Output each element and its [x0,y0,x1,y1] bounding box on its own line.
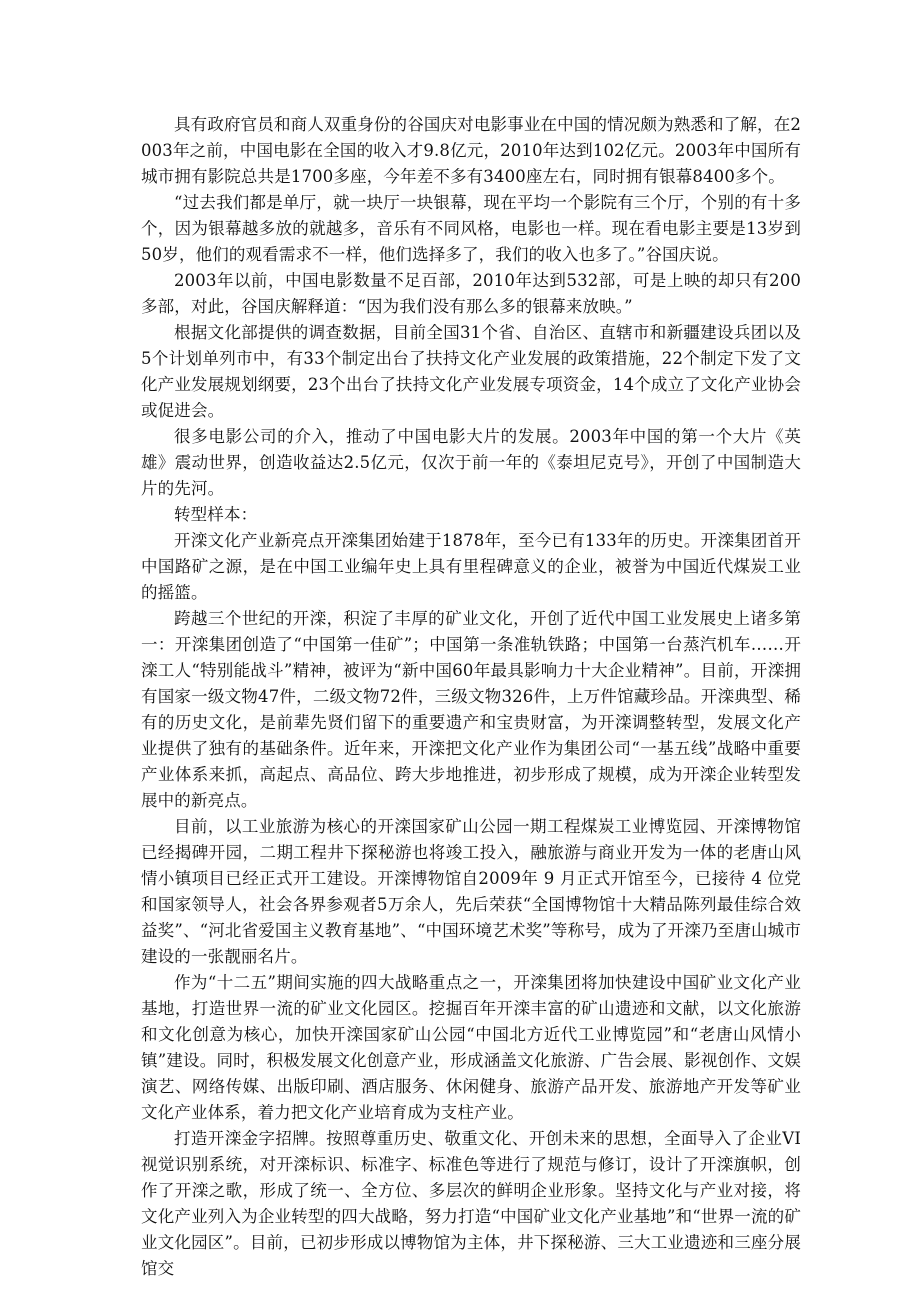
paragraph-8: 跨越三个世纪的开滦，积淀了丰厚的矿业文化，开创了近代中国工业发展史上诸多第一：开滦集团创造了“中国第一佳矿”；中国第一条准轨铁路；中国第一台蒸汽机车……开滦工人“特别能战斗”精神，被评为“新中国60年最具影响力十大企业精神”。目前，开滦拥有国家一级文物47件，二级文物72件，三级文物326件，上万件馆藏珍品。开滦典型、稀有的历史文化，是前辈先贤们留下的重要遗产和宝贵财富，为开滦调整转型，发展文化产业提供了独有的基础条件。近年来，开滦把文化产业作为集团公司“一基五线”战略中重要产业体系来抓，高起点、高品位、跨大步地推进，初步形成了规模，成为开滦企业转型发展中的新亮点。 [141,609,801,810]
article-body [141,112,801,1282]
section-heading-transformation-sample: 转型样本： [174,505,258,524]
paragraph-5: 很多电影公司的介入，推动了中国电影大片的发展。2003年中国的第一个大片《英雄》震动世界，创造收益达2.5亿元，仅次于前一年的《泰坦尼克号》，开创了中国制造大片的先河。 [141,427,801,498]
paragraph-4: 根据文化部提供的调查数据，目前全国31个省、自治区、直辖市和新疆建设兵团以及5个计划单列市中，有33个制定出台了扶持文化产业发展的政策措施，22个制定下发了文化产业发展规划纲要，23个出台了扶持文化产业发展专项资金，14个成立了文化产业协会或促进会。 [141,323,801,420]
paragraph-10: 作为“十二五”期间实施的四大战略重点之一，开滦集团将加快建设中国矿业文化产业基地，打造世界一流的矿业文化园区。挖掘百年开滦丰富的矿山遗迹和文献，以文化旅游和文化创意为核心，加快开滦国家矿山公园“中国北方近代工业博览园”和“老唐山风情小镇”建设。同时，积极发展文化创意产业，形成涵盖文化旅游、广告会展、影视创作、文娱演艺、网络传媒、出版印刷、酒店服务、休闲健身、旅游产品开发、旅游地产开发等矿业文化产业体系，着力把文化产业培育成为支柱产业。 [141,973,801,1122]
paragraph-9: 目前，以工业旅游为核心的开滦国家矿山公园一期工程煤炭工业博览园、开滦博物馆已经揭碑开园，二期工程井下探秘游也将竣工投入，融旅游与商业开发为一体的老唐山风情小镇项目已经正式开工建设。开滦博物馆自2009年 9 月正式开馆至今，已接待 4 位党和国家领导人，社会各界参观者5万余人，先后荣获“全国博物馆十大精品陈列最佳综合效益奖”、“河北省爱国主义教育基地”、“中国环境艺术奖”等称号，成为了开滦乃至唐山城市建设的一张靓丽名片。 [141,817,801,966]
paragraph-2: “过去我们都是单厅，就一块厅一块银幕，现在平均一个影院有三个厅，个别的有十多个，因为银幕越多放的就越多，音乐有不同风格，电影也一样。现在看电影主要是13岁到50岁，他们的观看需求不一样，他们选择多了，我们的收入也多了。”谷国庆说。 [141,193,801,264]
paragraph-3: 2003年以前，中国电影数量不足百部，2010年达到532部，可是上映的却只有200多部，对此，谷国庆解释道：“因为我们没有那么多的银幕来放映。” [141,271,801,316]
paragraph-1: 具有政府官员和商人双重身份的谷国庆对电影事业在中国的情况颇为熟悉和了解，在2003年之前，中国电影在全国的收入才9.8亿元，2010年达到102亿元。2003年中国所有城市拥有影院总共是1700多座，今年差不多有3400座左右，同时拥有银幕8400多个。 [141,115,801,186]
paragraph-11: 打造开滦金字招牌。按照尊重历史、敬重文化、开创未来的思想，全面导入了企业VI视觉识别系统，对开滦标识、标准字、标准色等进行了规范与修订，设计了开滦旗帜，创作了开滦之歌，形成了统一、全方位、多层次的鲜明企业形象。坚持文化与产业对接，将文化产业列入为企业转型的四大战略，努力打造“中国矿业文化产业基地”和“世界一流的矿业文化园区”。目前，已初步形成以博物馆为主体，井下探秘游、三大工业遗迹和三座分展馆交 [141,1129,801,1278]
paragraph-7: 开滦文化产业新亮点开滦集团始建于1878年，至今已有133年的历史。开滦集团首开中国路矿之源，是在中国工业编年史上具有里程碑意义的企业，被誉为中国近代煤炭工业的摇篮。 [141,531,801,602]
